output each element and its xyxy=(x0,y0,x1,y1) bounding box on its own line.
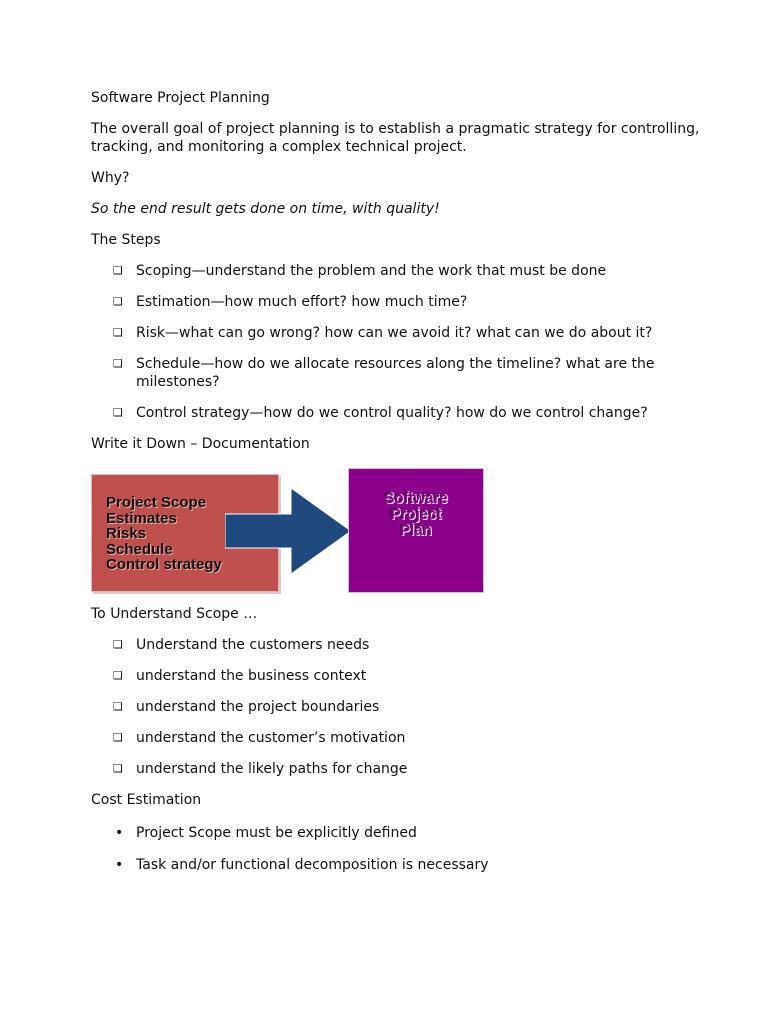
step-text: Estimation—how much effort? how much time? xyxy=(136,294,468,310)
scope-heading: To Understand Scope … xyxy=(91,606,258,622)
checkbox-bullet-icon: ❏ xyxy=(113,762,123,775)
scope-text: understand the likely paths for change xyxy=(136,761,408,777)
scope-text: understand the customer’s motivation xyxy=(136,730,406,746)
plan-label-line: Plan xyxy=(400,522,432,539)
checkbox-bullet-icon: ❏ xyxy=(113,638,123,651)
plan-label-line: Software xyxy=(384,490,448,507)
input-label: Schedule xyxy=(106,540,173,558)
step-text: Control strategy—how do we control quality? how do we control change? xyxy=(136,405,648,421)
write-heading: Write it Down – Documentation xyxy=(91,436,310,452)
right-arrow-icon xyxy=(225,488,353,574)
input-label: Risks xyxy=(106,525,147,543)
checkbox-bullet-icon: ❏ xyxy=(113,669,123,682)
checkbox-bullet-icon: ❏ xyxy=(113,357,123,370)
scope-text: Understand the customers needs xyxy=(136,637,370,653)
scope-text: understand the project boundaries xyxy=(136,699,380,715)
input-label: Project Scope xyxy=(106,494,207,511)
input-label: Estimates xyxy=(106,509,177,527)
checkbox-bullet-icon: ❏ xyxy=(113,295,123,308)
dot-bullet-icon: • xyxy=(115,825,124,841)
checkbox-bullet-icon: ❏ xyxy=(113,700,123,713)
checkbox-bullet-icon: ❏ xyxy=(113,326,123,339)
dot-bullet-icon: • xyxy=(115,857,124,873)
software-plan-box xyxy=(348,468,484,593)
cost-heading: Cost Estimation xyxy=(91,792,202,808)
input-label: Control strategy xyxy=(106,556,222,574)
step-text: Schedule—how do we allocate resources along the timeline? what are the milestones? xyxy=(136,356,655,390)
checkbox-bullet-icon: ❏ xyxy=(113,264,123,277)
checkbox-bullet-icon: ❏ xyxy=(113,406,123,419)
intro-paragraph: The overall goal of project planning is to establish a pragmatic strategy for controlling, tracking, and monitoring a complex technical project. xyxy=(91,121,700,155)
why-answer: So the end result gets done on time, with quality! xyxy=(91,201,440,217)
why-heading: Why? xyxy=(91,170,130,186)
cost-text: Task and/or functional decomposition is necessary xyxy=(136,857,489,873)
documentation-diagram xyxy=(91,468,483,592)
doc-title: Software Project Planning xyxy=(91,90,270,106)
scope-text: understand the business context xyxy=(136,668,367,684)
steps-heading: The Steps xyxy=(91,232,161,248)
plan-label-line: Project xyxy=(390,506,442,523)
planning-inputs-list xyxy=(106,495,222,573)
step-text: Risk—what can go wrong? how can we avoid it? what can we do about it? xyxy=(136,325,653,341)
cost-text: Project Scope must be explicitly defined xyxy=(136,825,417,841)
plan-label xyxy=(349,491,483,539)
step-text: Scoping—understand the problem and the work that must be done xyxy=(136,263,607,279)
checkbox-bullet-icon: ❏ xyxy=(113,731,123,744)
